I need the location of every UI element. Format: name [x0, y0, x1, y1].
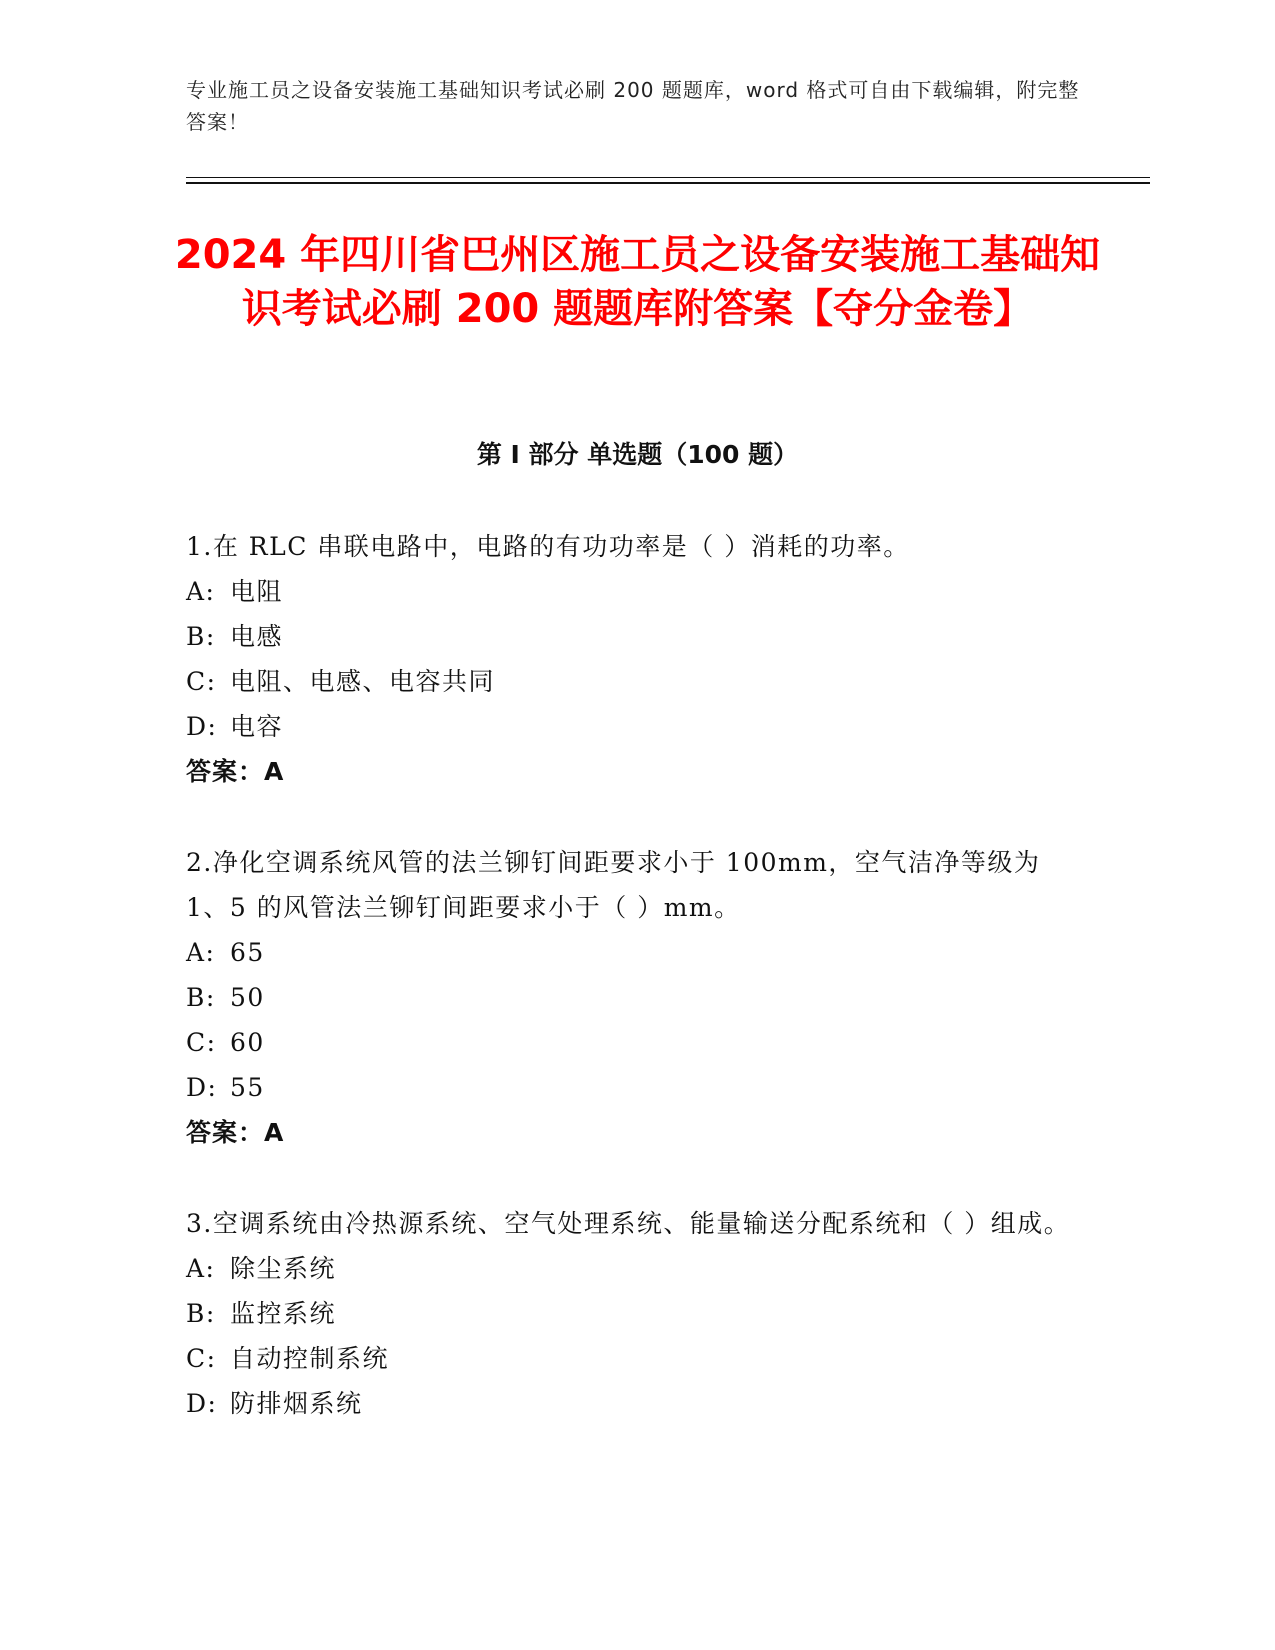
option-letter: A: — [186, 938, 216, 967]
question-2 — [186, 840, 1086, 1155]
option-text: 电感 — [230, 622, 284, 651]
question-stem: 2.净化空调系统风管的法兰铆钉间距要求小于 100mm，空气洁净等级为 1、5 的风管法兰铆钉间距要求小于（ ）mm。 — [186, 848, 1041, 922]
option-text: 65 — [230, 938, 265, 967]
option-text: 监控系统 — [230, 1299, 337, 1328]
question-3 — [186, 1201, 1086, 1426]
option-text: 60 — [230, 1028, 265, 1057]
header-divider-thin — [186, 177, 1150, 178]
answer-line: 答案：A — [186, 757, 285, 786]
header-divider-thick — [186, 182, 1150, 184]
option-letter: C: — [186, 667, 217, 696]
option-c — [186, 659, 1086, 704]
option-text: 自动控制系统 — [230, 1344, 390, 1373]
option-d — [186, 704, 1086, 749]
section-title: 第 I 部分 单选题（100 题） — [476, 440, 799, 469]
option-letter: D: — [186, 1073, 218, 1102]
option-text: 电容 — [230, 712, 284, 741]
option-text: 除尘系统 — [230, 1254, 337, 1283]
option-b — [186, 1291, 1086, 1336]
document-title: 2024 年四川省巴州区施工员之设备安装施工基础知识考试必刷 200 题题库附答案【夺分金卷】 — [174, 232, 1101, 332]
option-text: 防排烟系统 — [230, 1389, 363, 1418]
option-letter: D: — [186, 1389, 218, 1418]
question-list — [186, 524, 1086, 1472]
option-text: 55 — [230, 1073, 265, 1102]
option-c — [186, 1020, 1086, 1065]
option-text: 电阻 — [230, 577, 284, 606]
option-letter: D: — [186, 712, 218, 741]
option-text: 电阻、电感、电容共同 — [230, 667, 496, 696]
option-d — [186, 1381, 1086, 1426]
option-letter: A: — [186, 1254, 216, 1283]
option-letter: C: — [186, 1344, 217, 1373]
option-a — [186, 930, 1086, 975]
option-b — [186, 975, 1086, 1020]
option-letter: A: — [186, 577, 216, 606]
option-a — [186, 1246, 1086, 1291]
option-c — [186, 1336, 1086, 1381]
option-letter: C: — [186, 1028, 217, 1057]
option-text: 50 — [230, 983, 265, 1012]
question-1 — [186, 524, 1086, 794]
answer-line: 答案：A — [186, 1118, 285, 1147]
option-b — [186, 614, 1086, 659]
option-d — [186, 1065, 1086, 1110]
option-letter: B: — [186, 622, 216, 651]
header-note: 专业施工员之设备安装施工基础知识考试必刷 200 题题库，word 格式可自由下载编辑，附完整答案！ — [186, 78, 1080, 134]
option-a — [186, 569, 1086, 614]
option-letter: B: — [186, 1299, 216, 1328]
question-stem: 1.在 RLC 串联电路中，电路的有功功率是（ ）消耗的功率。 — [186, 532, 910, 561]
option-letter: B: — [186, 983, 216, 1012]
question-stem: 3.空调系统由冷热源系统、空气处理系统、能量输送分配系统和（ ）组成。 — [186, 1209, 1071, 1238]
